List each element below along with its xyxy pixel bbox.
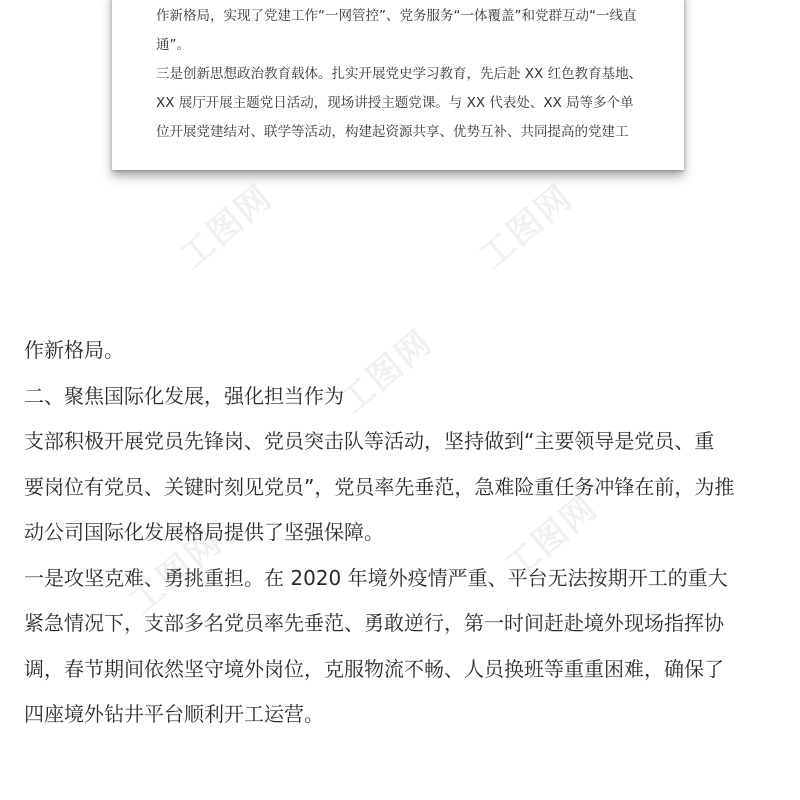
- section-heading: 二、聚焦国际化发展，强化担当作为: [24, 383, 344, 408]
- preview-line: 通”。: [156, 37, 190, 53]
- watermark: 工图网: [472, 177, 581, 278]
- paragraph-line: 要岗位有党员、关键时刻见党员”，党员率先垂范，急难险重任务冲锋在前，为推: [24, 474, 735, 499]
- preview-line: 作新格局，实现了党建工作“一网管控”、党务服务“一体覆盖”和党群互动“一线直: [156, 8, 637, 24]
- watermark: 工图网: [172, 177, 281, 278]
- watermark: 工图网: [332, 322, 441, 423]
- paragraph-line: 支部积极开展党员先锋岗、党员突击队等活动，坚持做到“主要领导是党员、重: [24, 429, 715, 453]
- preview-line: 位开展党建结对、联学等活动，构建起资源共享、优势互补、共同提高的党建工: [156, 124, 629, 140]
- paragraph-line: 一是攻坚克难、勇挑重担。在 2020 年境外疫情严重、平台无法按期开工的重大: [24, 565, 728, 590]
- preview-text: [156, 2, 646, 147]
- watermark: 工图网: [497, 487, 606, 588]
- paragraph-line: 紧急情况下，支部多名党员率先垂范、勇敢逆行，第一时间赶赴境外现场指挥协: [24, 611, 724, 635]
- document-preview-card: [112, 0, 684, 170]
- preview-line: XX 展厅开展主题党日活动，现场讲授主题党课。与 XX 代表处、XX 局等多个单: [156, 95, 634, 111]
- paragraph-line: 动公司国际化发展格局提供了坚强保障。: [24, 520, 384, 544]
- paragraph-line: 调，春节期间依然坚守境外岗位，克服物流不畅、人员换班等重重困难，确保了: [24, 656, 724, 681]
- document-body: [24, 328, 784, 738]
- preview-line: 三是创新思想政治教育载体。扎实开展党史学习教育，先后赴 XX 红色教育基地、: [156, 66, 643, 82]
- paragraph-line: 四座境外钻井平台顺利开工运营。: [24, 702, 324, 726]
- paragraph-line: 作新格局。: [24, 338, 124, 362]
- watermark: 工图网: [122, 522, 231, 623]
